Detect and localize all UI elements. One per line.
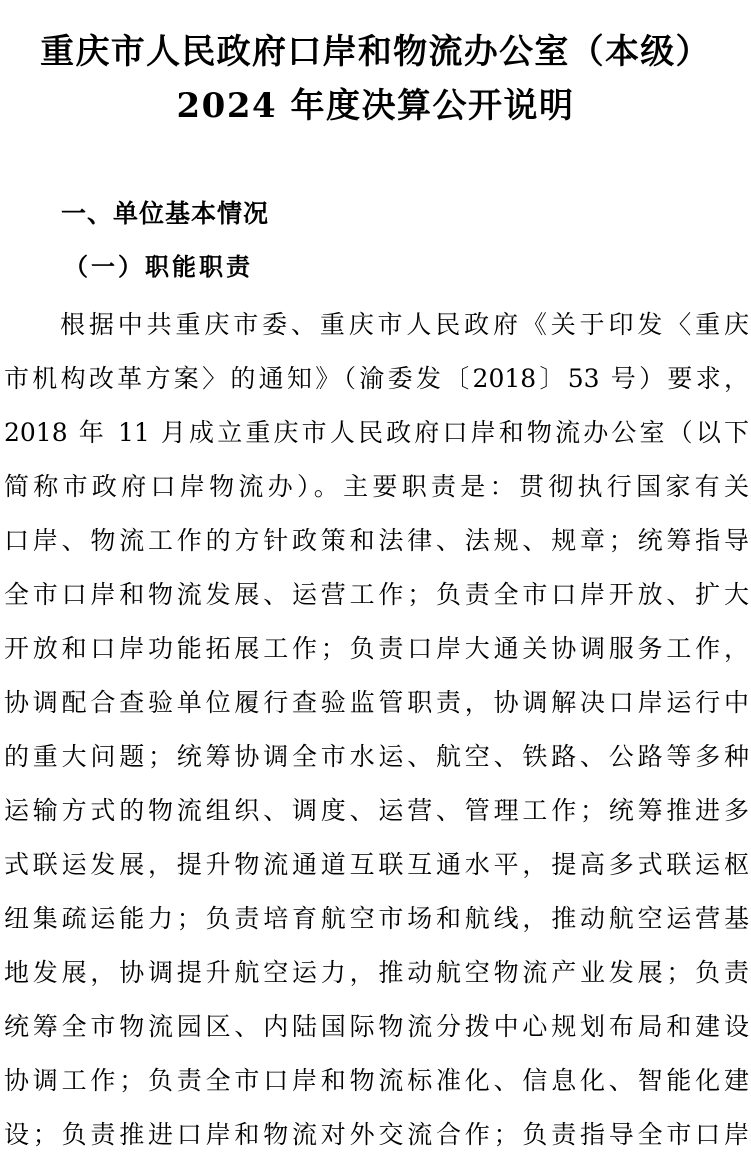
- paragraph-line: 市机构改革方案〉的通知》（渝委发〔2018〕53 号）要求，: [4, 364, 749, 393]
- paragraph-line: 运输方式的物流组织、调度、运营、管理工作；统筹推进多: [4, 796, 749, 825]
- paragraph-line: 纽集疏运能力；负责培育航空市场和航线，推动航空运营基: [4, 904, 749, 933]
- paragraph-line: 统筹全市物流园区、内陆国际物流分拨中心规划布局和建设: [4, 1012, 749, 1041]
- subsection-heading-functions: （一）职能职责: [64, 253, 253, 281]
- body-paragraph: [0, 298, 751, 1162]
- paragraph-line: 协调配合查验单位履行查验监管职责，协调解决口岸运行中: [4, 688, 749, 717]
- paragraph-line: 全市口岸和物流发展、运营工作；负责全市口岸开放、扩大: [4, 580, 749, 609]
- paragraph-line: 口岸、物流工作的方针政策和法律、法规、规章；统筹指导: [4, 526, 749, 555]
- paragraph-line: 根据中共重庆市委、重庆市人民政府《关于印发〈重庆: [60, 310, 749, 339]
- paragraph-line: 2018 年 11 月成立重庆市人民政府口岸和物流办公室（以下: [4, 418, 749, 447]
- paragraph-line: 设；负责推进口岸和物流对外交流合作；负责指导全市口岸: [4, 1120, 749, 1149]
- paragraph-line: 式联运发展，提升物流通道互联互通水平，提高多式联运枢: [4, 850, 749, 879]
- paragraph-line: 的重大问题；统筹协调全市水运、航空、铁路、公路等多种: [4, 742, 749, 771]
- paragraph-line: 开放和口岸功能拓展工作；负责口岸大通关协调服务工作，: [4, 634, 749, 663]
- document-title-line-2: 2024 年度决算公开说明: [176, 86, 575, 126]
- paragraph-line: 地发展，协调提升航空运力，推动航空物流产业发展；负责: [4, 958, 749, 987]
- paragraph-line: 协调工作；负责全市口岸和物流标准化、信息化、智能化建: [4, 1066, 749, 1095]
- document-title-line-1: 重庆市人民政府口岸和物流办公室（本级）: [40, 32, 711, 72]
- paragraph-line: 简称市政府口岸物流办）。主要职责是：贯彻执行国家有关: [4, 472, 749, 501]
- section-heading-basic-info: 一、单位基本情况: [61, 199, 270, 228]
